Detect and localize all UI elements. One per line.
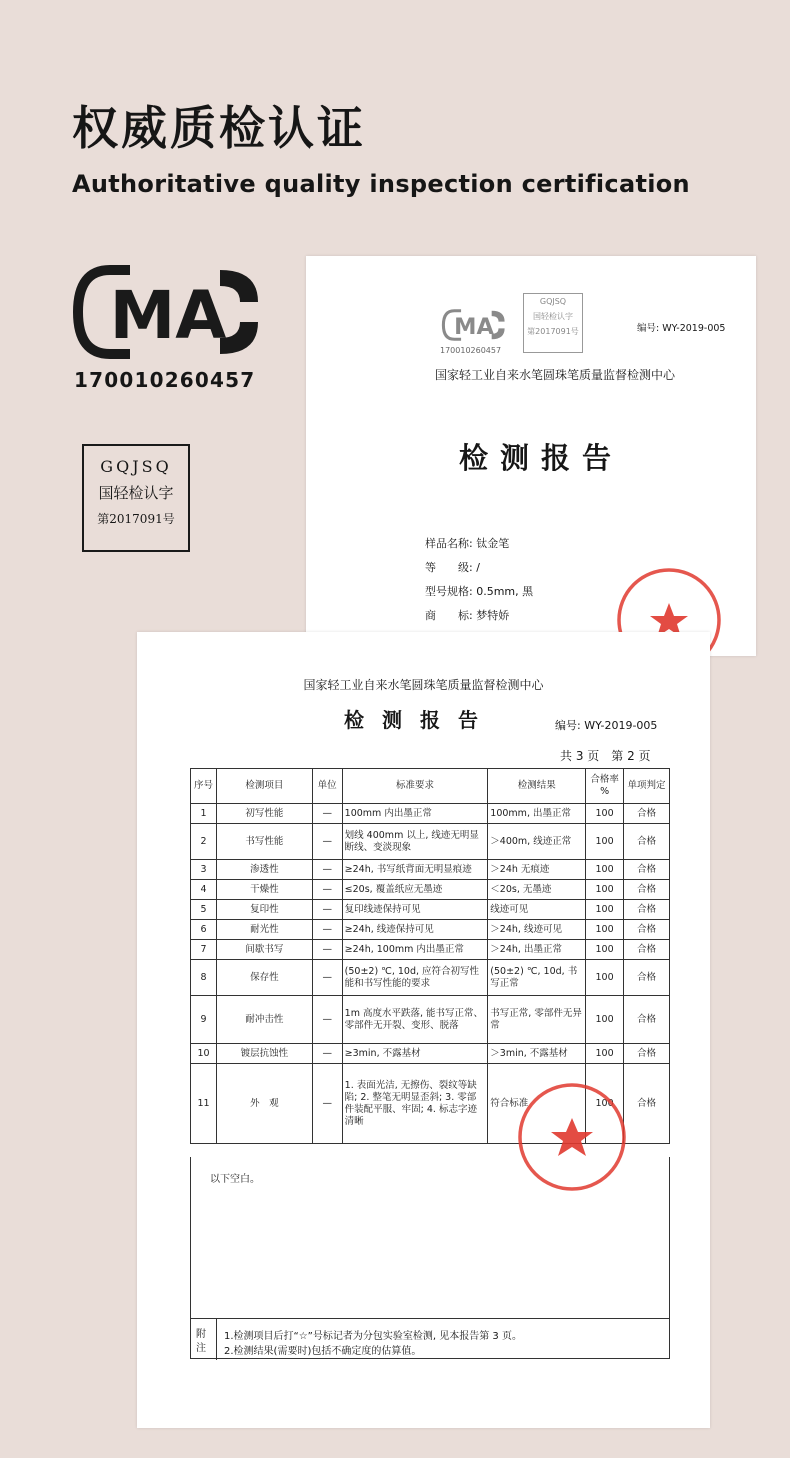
page-subtitle: Authoritative quality inspection certification xyxy=(72,170,690,198)
cell-res: ＞400m, 线迹正常 xyxy=(488,824,586,860)
blank-note: 以下空白。 xyxy=(210,1174,260,1185)
cma-logo-text: MA xyxy=(109,277,227,354)
cell-judge: 合格 xyxy=(624,900,670,920)
cell-item: 渗透性 xyxy=(216,860,312,880)
notes-divider xyxy=(216,1318,217,1360)
table-row xyxy=(191,860,670,880)
cell-req: ≥24h, 书写纸背面无明显痕迹 xyxy=(342,860,488,880)
cell-judge: 合格 xyxy=(624,996,670,1044)
cell-no: 5 xyxy=(191,900,217,920)
cell-unit: — xyxy=(312,920,342,940)
cover-field-label: 样品名称: xyxy=(425,537,473,550)
cell-res: ＞3min, 不露基材 xyxy=(488,1044,586,1064)
note-line: 2.检测结果(需要时)包括不确定度的估算值。 xyxy=(224,1346,422,1357)
cell-item: 干燥性 xyxy=(216,880,312,900)
cell-judge: 合格 xyxy=(624,960,670,996)
cell-unit: — xyxy=(312,960,342,996)
page-title: 权威质检认证 xyxy=(72,101,366,155)
cell-res: ＞24h 无痕迹 xyxy=(488,860,586,880)
cover-field-grade xyxy=(425,559,480,575)
table-row xyxy=(191,1044,670,1064)
table-row xyxy=(191,824,670,860)
cell-item: 复印性 xyxy=(216,900,312,920)
mini-gqjsq-line3: 第2017091号 xyxy=(527,327,579,336)
table-header: 合格率 % xyxy=(586,769,624,804)
cell-item: 耐冲击性 xyxy=(216,996,312,1044)
cover-field-name xyxy=(425,535,509,551)
cover-field-label: 型号规格: xyxy=(425,585,473,598)
cell-req: ≥24h, 100mm 内出墨正常 xyxy=(342,940,488,960)
cell-unit: — xyxy=(312,900,342,920)
cell-res: ＞24h, 出墨正常 xyxy=(488,940,586,960)
cell-judge: 合格 xyxy=(624,804,670,824)
cover-report-title: 检测报告 xyxy=(458,441,623,475)
cell-judge: 合格 xyxy=(624,1064,670,1144)
cell-unit: — xyxy=(312,1044,342,1064)
cell-unit: — xyxy=(312,880,342,900)
page-center-name: 国家轻工业自来水笔圆珠笔质量监督检测中心 xyxy=(303,678,544,692)
table-row xyxy=(191,920,670,940)
cover-field-value: / xyxy=(476,561,480,574)
cell-rate: 100 xyxy=(586,1064,624,1144)
note-line: 1.检测项目后打“☆”号标记者为分包实验室检测, 见本报告第 3 页。 xyxy=(224,1331,522,1342)
page-count: 共 3 页 第 2 页 xyxy=(560,749,651,763)
cell-req: ≥24h, 线迹保持可见 xyxy=(342,920,488,940)
table-row xyxy=(191,804,670,824)
cover-field-value: 0.5mm, 黑 xyxy=(476,585,534,598)
page-report-code: 编号: WY-2019-005 xyxy=(555,719,658,732)
cell-judge: 合格 xyxy=(624,880,670,900)
cell-req: 1. 表面光洁, 无擦伤、裂纹等缺陷; 2. 整笔无明显歪斜; 3. 零部件装配平服、牢固; 4. 标志字迹清晰 xyxy=(342,1064,488,1144)
cell-item: 间歇书写 xyxy=(216,940,312,960)
cover-field-value: 梦特娇 xyxy=(476,609,510,622)
cell-rate: 100 xyxy=(586,860,624,880)
mini-gqjsq-line2: 国轻检认字 xyxy=(533,312,573,321)
cell-unit: — xyxy=(312,940,342,960)
cell-item: 耐光性 xyxy=(216,920,312,940)
cell-rate: 100 xyxy=(586,996,624,1044)
cell-judge: 合格 xyxy=(624,1044,670,1064)
cma-logo-icon xyxy=(70,262,266,362)
cell-unit: — xyxy=(312,996,342,1044)
cell-judge: 合格 xyxy=(624,860,670,880)
cell-no: 10 xyxy=(191,1044,217,1064)
cover-field-brand xyxy=(425,607,509,623)
cell-rate: 100 xyxy=(586,900,624,920)
cell-unit: — xyxy=(312,824,342,860)
cell-no: 8 xyxy=(191,960,217,996)
cell-res: (50±2) ℃, 10d, 书写正常 xyxy=(488,960,586,996)
cell-req: 100mm 内出墨正常 xyxy=(342,804,488,824)
cover-field-model xyxy=(425,583,533,599)
cell-res: 符合标准 xyxy=(488,1064,586,1144)
cell-req: 复印线迹保持可见 xyxy=(342,900,488,920)
table-row xyxy=(191,940,670,960)
mini-cma-logo-icon xyxy=(440,308,508,342)
cell-item: 保存性 xyxy=(216,960,312,996)
cell-no: 9 xyxy=(191,996,217,1044)
cell-judge: 合格 xyxy=(624,940,670,960)
cover-report-code: 编号: WY-2019-005 xyxy=(637,323,726,334)
table-row xyxy=(191,900,670,920)
cell-judge: 合格 xyxy=(624,920,670,940)
cover-field-label: 商 标: xyxy=(425,609,473,622)
cell-no: 3 xyxy=(191,860,217,880)
page-report-title: 检测报告 xyxy=(344,708,496,732)
table-row xyxy=(191,996,670,1044)
cma-number: 170010260457 xyxy=(74,368,256,392)
table-row xyxy=(191,880,670,900)
cell-rate: 100 xyxy=(586,940,624,960)
company-stamp-icon xyxy=(515,1080,630,1195)
cell-item: 外 观 xyxy=(216,1064,312,1144)
mini-gqjsq-line1: GQJSQ xyxy=(539,297,567,306)
cell-res: 线迹可见 xyxy=(488,900,586,920)
cell-rate: 100 xyxy=(586,960,624,996)
cell-rate: 100 xyxy=(586,920,624,940)
cell-res: ＞24h, 线迹可见 xyxy=(488,920,586,940)
cell-no: 4 xyxy=(191,880,217,900)
table-row xyxy=(191,960,670,996)
cell-req: 划线 400mm 以上, 线迹无明显断线、变淡现象 xyxy=(342,824,488,860)
cell-rate: 100 xyxy=(586,1044,624,1064)
table-header: 单项判定 xyxy=(624,769,670,804)
cell-item: 书写性能 xyxy=(216,824,312,860)
cover-field-value: 钛金笔 xyxy=(476,537,510,550)
cell-res: 书写正常, 零部件无异常 xyxy=(488,996,586,1044)
cell-res: ＜20s, 无墨迹 xyxy=(488,880,586,900)
cell-no: 2 xyxy=(191,824,217,860)
cell-unit: — xyxy=(312,804,342,824)
table-header: 检测项目 xyxy=(216,769,312,804)
cell-req: ≥3min, 不露基材 xyxy=(342,1044,488,1064)
cell-item: 镀层抗蚀性 xyxy=(216,1044,312,1064)
cell-no: 6 xyxy=(191,920,217,940)
cell-req: ≤20s, 覆盖纸应无墨迹 xyxy=(342,880,488,900)
gqjsq-seal xyxy=(82,444,190,552)
gqjsq-line1: GQJSQ xyxy=(100,457,172,476)
cell-no: 7 xyxy=(191,940,217,960)
cover-center-name: 国家轻工业自来水笔圆珠笔质量监督检测中心 xyxy=(434,368,675,382)
cell-no: 1 xyxy=(191,804,217,824)
cell-req: (50±2) ℃, 10d, 应符合初写性能和书写性能的要求 xyxy=(342,960,488,996)
cell-unit: — xyxy=(312,860,342,880)
cell-item: 初写性能 xyxy=(216,804,312,824)
table-header-row xyxy=(191,769,670,804)
table-header: 单位 xyxy=(312,769,342,804)
gqjsq-line2: 国轻检认字 xyxy=(98,484,174,502)
cell-rate: 100 xyxy=(586,804,624,824)
table-header: 标准要求 xyxy=(342,769,488,804)
table-header: 检测结果 xyxy=(488,769,586,804)
cell-res: 100mm, 出墨正常 xyxy=(488,804,586,824)
cell-rate: 100 xyxy=(586,824,624,860)
cell-req: 1m 高度水平跌落, 能书写正常、零部件无开裂、变形、脱落 xyxy=(342,996,488,1044)
cell-rate: 100 xyxy=(586,880,624,900)
cell-unit: — xyxy=(312,1064,342,1144)
cell-judge: 合格 xyxy=(624,824,670,860)
cell-no: 11 xyxy=(191,1064,217,1144)
mini-cma-number: 170010260457 xyxy=(440,346,502,355)
table-header: 序号 xyxy=(191,769,217,804)
notes-label: 附注 xyxy=(196,1329,206,1354)
mini-gqjsq-seal xyxy=(523,293,583,353)
cover-field-label: 等 级: xyxy=(425,561,473,574)
mini-cma-logo-text: MA xyxy=(454,313,494,340)
gqjsq-line3: 第2017091号 xyxy=(97,512,175,526)
